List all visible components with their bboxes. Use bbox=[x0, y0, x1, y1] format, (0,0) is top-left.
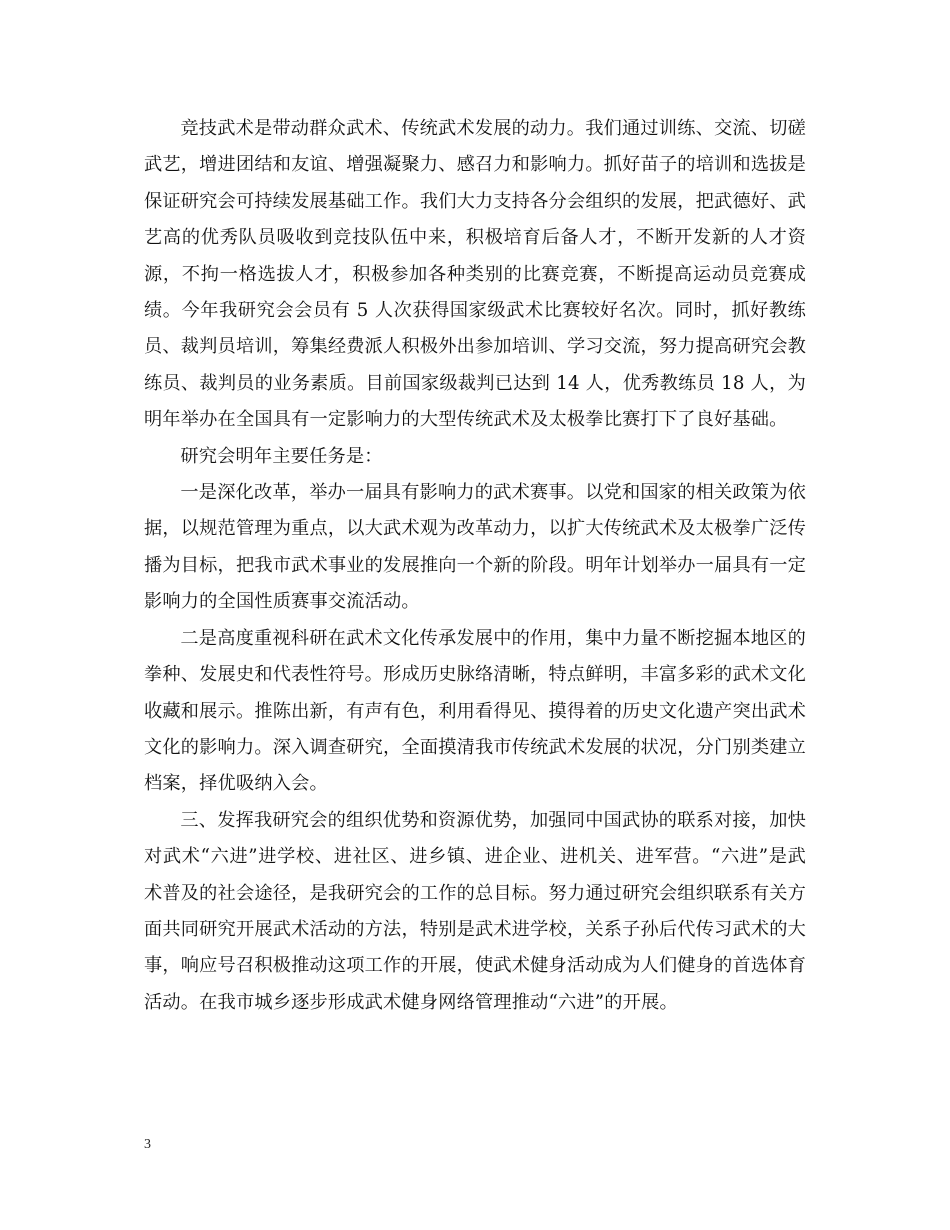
paragraph-task-one: 一是深化改革，举办一届具有影响力的武术赛事。以党和国家的相关政策为依据，以规范管理为重点，以大武术观为改革动力，以扩大传统武术及太极拳广泛传播为目标，把我市武术事业的发展推向一个新的阶段。明年计划举办一届具有一定影响力的全国性质赛事交流活动。 bbox=[144, 482, 806, 613]
page-number: 3 bbox=[144, 1137, 151, 1152]
document-body bbox=[144, 111, 806, 1021]
paragraph-task-three: 三、发挥我研究会的组织优势和资源优势，加强同中国武协的联系对接，加快对武术“六进”进学校、进社区、进乡镇、进企业、进机关、进军营。“六进”是武术普及的社会途径，是我研究会的工作的总目标。努力通过研究会组织联系有关方面共同研究开展武术活动的方法，特别是武术进学校，关系子孙后代传习武术的大事，响应号召积极推动这项工作的开展，使武术健身活动成为人们健身的首选体育活动。在我市城乡逐步形成武术健身网络管理推动“六进”的开展。 bbox=[144, 809, 806, 1013]
paragraph-next-year-tasks-heading: 研究会明年主要任务是： bbox=[180, 445, 383, 467]
paragraph-competitive-wushu: 竞技武术是带动群众武术、传统武术发展的动力。我们通过训练、交流、切磋武艺，增进团结和友谊、增强凝聚力、感召力和影响力。抓好苗子的培训和选拔是保证研究会可持续发展基础工作。我们大力支持各分会组织的发展，把武德好、武艺高的优秀队员吸收到竞技队伍中来，积极培育后备人才，不断开发新的人才资源，不拘一格选拔人才，积极参加各种类别的比赛竞赛，不断提高运动员竞赛成绩。今年我研究会会员有 5 人次获得国家级武术比赛较好名次。同时，抓好教练员、裁判员培训，筹集经费派人积极外出参加培训、学习交流，努力提高研究会教练员、裁判员的业务素质。目前国家级裁判已达到 14 人，优秀教练员 18 人，为明年举办在全国具有一定影响力的大型传统武术及太极拳比赛打下了良好基础。 bbox=[144, 118, 806, 431]
paragraph-task-two: 二是高度重视科研在武术文化传承发展中的作用，集中力量不断挖掘本地区的拳种、发展史和代表性符号。形成历史脉络清晰，特点鲜明，丰富多彩的武术文化收藏和展示。推陈出新，有声有色，利用看得见、摸得着的历史文化遗产突出武术文化的影响力。深入调查研究，全面摸清我市传统武术发展的状况，分门别类建立档案，择优吸纳入会。 bbox=[144, 627, 806, 795]
